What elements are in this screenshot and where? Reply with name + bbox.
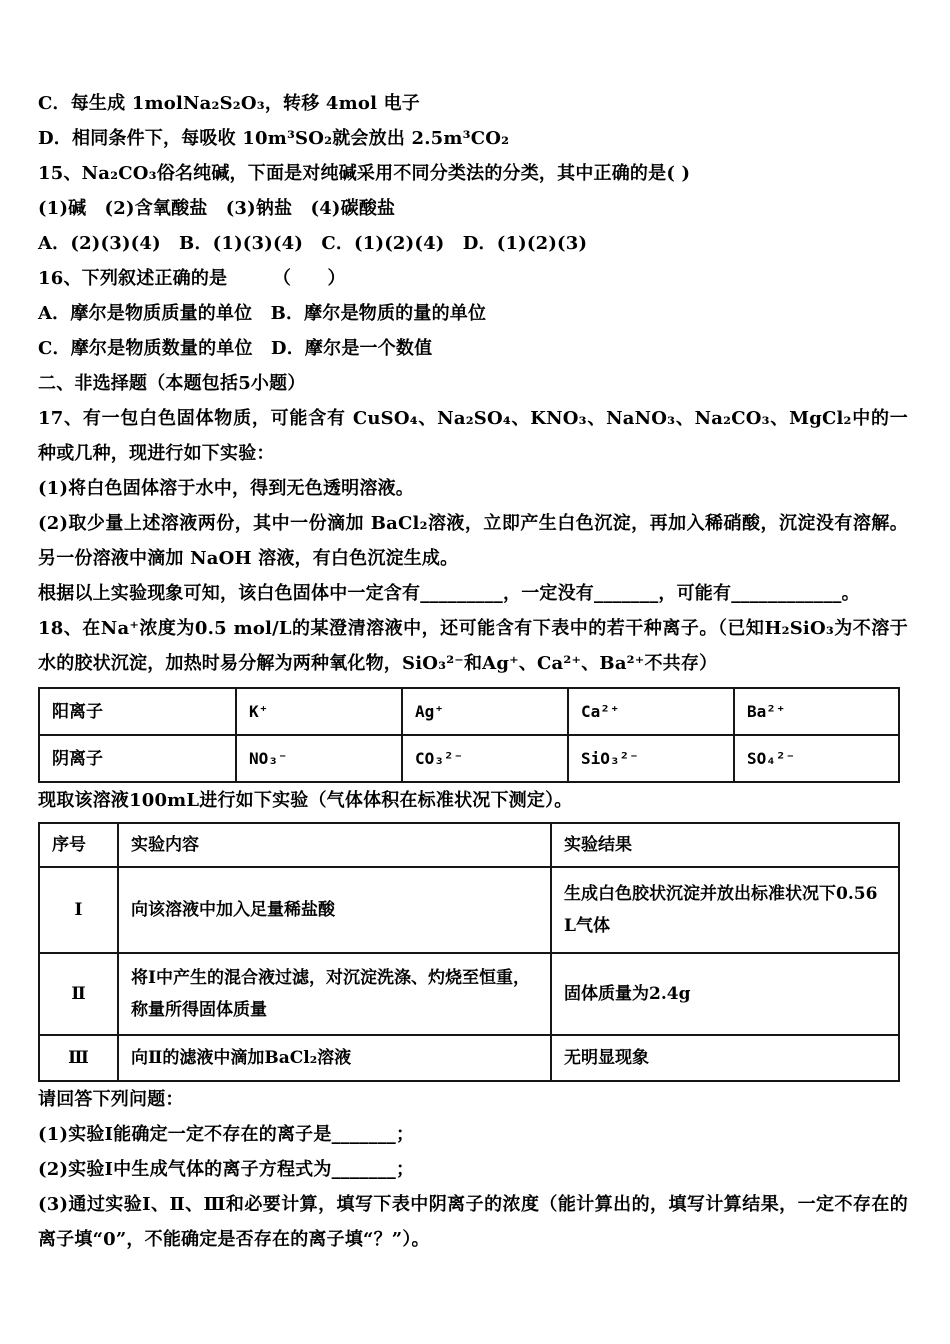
experiment-table (38, 822, 900, 1082)
answer-prompt-line: 请回答下列问题： (38, 1089, 184, 1110)
anion-row-header: 阴离子 (39, 735, 236, 782)
question-17-step-1: (1)将白色固体溶于水中，得到无色透明溶液。 (38, 478, 414, 499)
question-17-conclusion-blanks: 根据以上实验现象可知，该白色固体中一定含有_________，一定没有_______，可能有____________。 (38, 583, 860, 604)
anion-cell-sio3: SiO₃²⁻ (568, 735, 734, 782)
question-18-stem: 18、在Na⁺浓度为0.5 mol/L的某澄清溶液中，还可能含有下表中的若干种离子。（已知H₂SiO₃为不溶于水的胶状沉淀，加热时易分解为两种氧化物，SiO₃²⁻和Ag⁺、Ca²⁺、Ba²⁺不共存） (38, 618, 908, 674)
experiment-3-number: Ⅲ (39, 1035, 118, 1081)
option-d-line: D．相同条件下，每吸收 10m³SO₂就会放出 2.5m³CO₂ (38, 128, 510, 149)
question-15-choices: A．(2)(3)(4) B．(1)(3)(4) C．(1)(2)(4) D．(1)(2)(3) (38, 233, 588, 254)
option-c-line: C．每生成 1molNa₂S₂O₃，转移 4mol 电子 (38, 93, 420, 114)
experiment-intro-line: 现取该溶液100mL进行如下实验（气体体积在标准状况下测定）。 (38, 790, 573, 811)
question-17-stem: 17、有一包白色固体物质，可能含有 CuSO₄、Na₂SO₄、KNO₃、NaNO₃、Na₂CO₃、MgCl₂中的一种或几种，现进行如下实验： (38, 408, 908, 464)
experiment-3-content: 向Ⅱ的滤液中滴加BaCl₂溶液 (118, 1035, 551, 1081)
question-17-step-2: (2)取少量上述溶液两份，其中一份滴加 BaCl₂溶液，立即产生白色沉淀，再加入稀硝酸，沉淀没有溶解。另一份溶液中滴加 NaOH 溶液，有白色沉淀生成。 (38, 513, 908, 569)
experiment-2-result: 固体质量为2.4g (551, 953, 899, 1035)
question-16-choices-ab: A．摩尔是物质质量的单位 B．摩尔是物质的量的单位 (38, 303, 487, 324)
experiment-1-result: 生成白色胶状沉淀并放出标准状况下0.56 L气体 (551, 867, 899, 953)
cation-row-header: 阳离子 (39, 688, 236, 735)
cation-row (39, 688, 899, 735)
cation-cell-ba: Ba²⁺ (734, 688, 899, 735)
experiment-1-number: Ⅰ (39, 867, 118, 953)
experiment-row-1 (39, 867, 899, 953)
experiment-3-result: 无明显现象 (551, 1035, 899, 1081)
question-18-sub-3: (3)通过实验Ⅰ、Ⅱ、Ⅲ和必要计算，填写下表中阴离子的浓度（能计算出的，填写计算结果，一定不存在的离子填“0”，不能确定是否存在的离子填“？”）。 (38, 1194, 908, 1250)
cation-cell-ca: Ca²⁺ (568, 688, 734, 735)
experiment-2-content: 将Ⅰ中产生的混合液过滤，对沉淀洗涤、灼烧至恒重，称量所得固体质量 (118, 953, 551, 1035)
experiment-row-2 (39, 953, 899, 1035)
anion-cell-co3: CO₃²⁻ (402, 735, 568, 782)
question-16-choices-cd: C．摩尔是物质数量的单位 D．摩尔是一个数值 (38, 338, 433, 359)
anion-cell-no3: NO₃⁻ (236, 735, 402, 782)
question-15-classifications: (1)碱 (2)含氧酸盐 (3)钠盐 (4)碳酸盐 (38, 198, 396, 219)
question-18-sub-2: (2)实验Ⅰ中生成气体的离子方程式为_______； (38, 1159, 415, 1180)
anion-cell-so4: SO₄²⁻ (734, 735, 899, 782)
question-16-stem: 16、下列叙述正确的是 （ ） (38, 268, 346, 289)
anion-row (39, 735, 899, 782)
ion-table (38, 687, 900, 783)
header-cell-result: 实验结果 (551, 823, 899, 867)
experiment-1-content: 向该溶液中加入足量稀盐酸 (118, 867, 551, 953)
experiment-table-header-row (39, 823, 899, 867)
question-15-stem: 15、Na₂CO₃俗名纯碱，下面是对纯碱采用不同分类法的分类，其中正确的是( ) (38, 163, 691, 184)
experiment-2-number: Ⅱ (39, 953, 118, 1035)
header-cell-number: 序号 (39, 823, 118, 867)
header-cell-content: 实验内容 (118, 823, 551, 867)
cation-cell-k: K⁺ (236, 688, 402, 735)
section-two-heading: 二、非选择题（本题包括5小题） (38, 373, 306, 394)
experiment-row-3 (39, 1035, 899, 1081)
cation-cell-ag: Ag⁺ (402, 688, 568, 735)
question-18-sub-1: (1)实验Ⅰ能确定一定不存在的离子是_______； (38, 1124, 415, 1145)
